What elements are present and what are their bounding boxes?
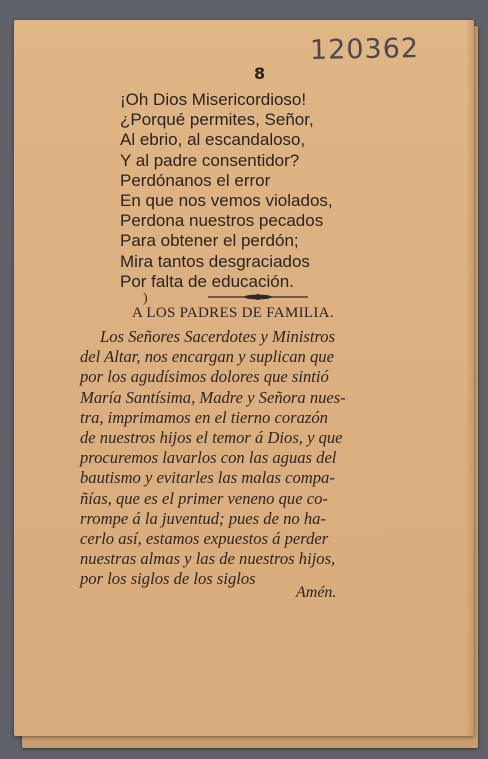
- prose-line: del Altar, nos encargan y suplican que: [80, 347, 334, 367]
- prose-line: nuestras almas y las de nuestros hijos,: [80, 549, 336, 569]
- poem-line: Y al padre consentidor?: [120, 150, 300, 170]
- poem-line: Para obtener el perdón;: [120, 231, 299, 251]
- poem-line: Mira tantos desgraciados: [120, 251, 310, 271]
- page-edge-shadow: [466, 20, 474, 736]
- poem-line: Al ebrio, al escandaloso,: [120, 130, 306, 150]
- prose-line: tra, imprimamos en el tierno corazón: [80, 407, 328, 427]
- page-number: 8: [254, 64, 266, 83]
- poem: [120, 90, 420, 292]
- stray-mark: ): [143, 291, 148, 306]
- prose-line: Los Señores Sacerdotes y Ministros: [100, 327, 336, 346]
- prose-line: ñías, que es el primer veneno que co-: [80, 488, 328, 508]
- poem-line: ¿Porqué permites, Señor,: [120, 110, 314, 130]
- prose-line: procuremos lavarlos con las aguas del: [80, 448, 337, 468]
- prose-line: rrompe á la juventud; pues de no ha-: [80, 508, 326, 528]
- catalog-number: 120362: [309, 33, 420, 66]
- prose-paragraph: [80, 327, 430, 590]
- section-title: A LOS PADRES DE FAMILIA.: [132, 305, 334, 321]
- prose-line: bautismo y evitarles las malas compa-: [80, 468, 335, 488]
- poem-line: Perdona nuestros pecados: [120, 211, 324, 231]
- ornament-divider: [208, 292, 308, 302]
- prose-line: cerlo así, estamos expuestos á perder: [80, 529, 329, 549]
- poem-line: En que nos vemos violados,: [120, 191, 333, 211]
- prose-line: por los agudísimos dolores que sintió: [80, 367, 329, 387]
- prose-line: María Santísima, Madre y Señora nues-: [80, 387, 346, 407]
- prose-line: de nuestros hijos el temor á Dios, y que: [80, 428, 343, 448]
- closing-amen: Amén.: [296, 584, 337, 601]
- prose-line: por los siglos de los siglos: [80, 569, 256, 589]
- poem-line: ¡Oh Dios Misericordioso!: [120, 90, 307, 109]
- poem-line: Perdónanos el error: [120, 170, 271, 190]
- poem-line: Por falta de educación.: [120, 271, 294, 291]
- document-page: [14, 20, 474, 736]
